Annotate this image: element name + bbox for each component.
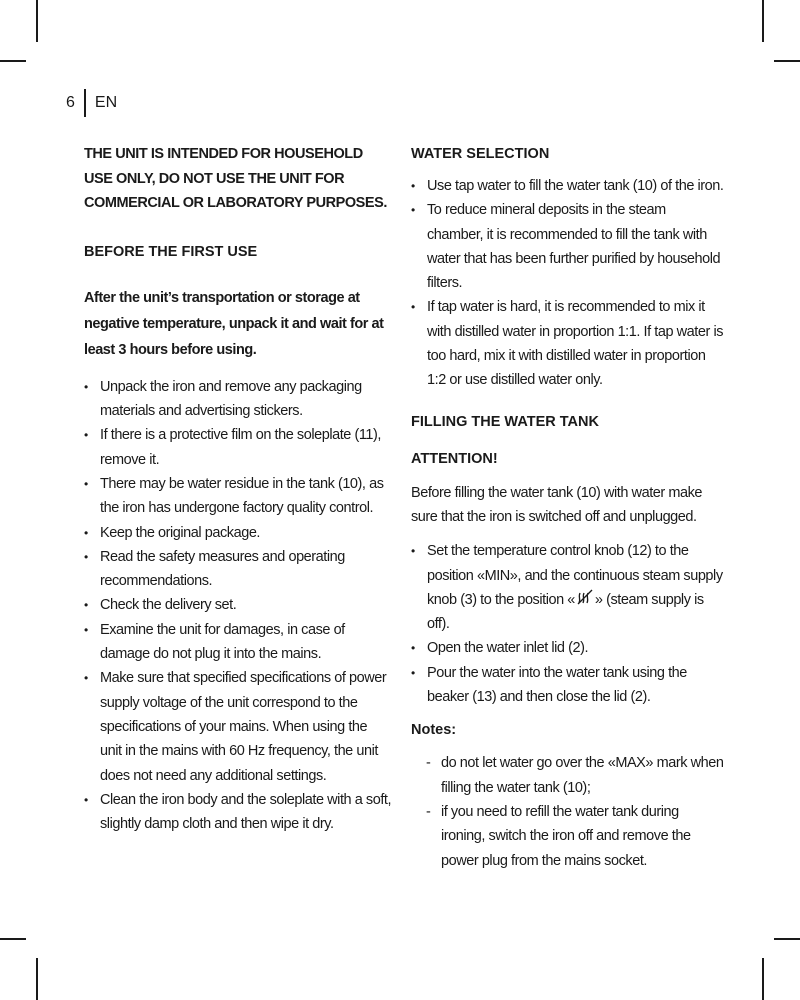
list-item: • Unpack the iron and remove any packaging materials and advertising stickers. bbox=[84, 375, 392, 424]
crop-mark bbox=[774, 938, 800, 940]
transport-warning: After the unit’s transportation or storage at negative temperature, unpack it and wait for at least 3 hours before using. bbox=[84, 289, 384, 358]
crop-mark bbox=[762, 958, 764, 1000]
notes-list bbox=[411, 751, 725, 872]
before-first-use-list bbox=[84, 375, 392, 837]
right-column bbox=[411, 142, 725, 873]
filling-tank-title: FILLING THE WATER TANK bbox=[411, 413, 599, 430]
water-selection-list bbox=[411, 174, 725, 393]
before-first-use-title: BEFORE THE FIRST USE bbox=[84, 243, 258, 260]
crop-mark bbox=[0, 938, 26, 940]
steam-off-icon bbox=[575, 588, 595, 606]
list-item: • Pour the water into the water tank using the beaker (13) and then close the lid (2). bbox=[411, 661, 725, 710]
filling-intro: Before filling the water tank (10) with water make sure that the iron is switched off and unplugged. bbox=[411, 484, 702, 525]
list-item: • There may be water residue in the tank (10), as the iron has undergone factory quality control. bbox=[84, 472, 392, 521]
list-item: - do not let water go over the «MAX» mark when filling the water tank (10); bbox=[411, 751, 725, 800]
list-item: • Clean the iron body and the soleplate with a soft, slightly damp cloth and then wipe it dry. bbox=[84, 788, 392, 837]
left-column bbox=[84, 142, 392, 836]
list-item: • If tap water is hard, it is recommended to mix it with distilled water in proportion 1:1. If tap water is too hard, mix it with distilled water in proportion 1:2 or use distilled water only. bbox=[411, 295, 725, 392]
list-item: • To reduce mineral deposits in the steam chamber, it is recommended to fill the tank with water that has been further purified by household filters. bbox=[411, 198, 725, 295]
list-item bbox=[411, 539, 725, 636]
list-item: • Make sure that specified specifications of power supply voltage of the unit correspond to the specifications of your mains. When using the unit in the mains with 60 Hz frequency, the unit does not need any additional settings. bbox=[84, 666, 392, 787]
list-item: • If there is a protective film on the soleplate (11), remove it. bbox=[84, 423, 392, 472]
water-selection-title: WATER SELECTION bbox=[411, 146, 550, 162]
household-use-warning: THE UNIT IS INTENDED FOR HOUSEHOLD USE ONLY, DO NOT USE THE UNIT FOR COMMERCIAL OR LABORATORY PURPOSES. bbox=[84, 146, 387, 212]
crop-mark bbox=[774, 60, 800, 62]
notes-title: Notes: bbox=[411, 722, 457, 739]
page-header bbox=[66, 89, 117, 117]
crop-mark bbox=[762, 0, 764, 42]
language-code: EN bbox=[94, 94, 118, 111]
crop-mark bbox=[0, 60, 26, 62]
filling-steps-list bbox=[411, 539, 725, 709]
list-item: • Open the water inlet lid (2). bbox=[411, 636, 725, 660]
step-text: Set the temperature control knob (12) to the position «MIN», and the continuous steam supply knob (3) to the position « bbox=[427, 543, 723, 608]
attention-label: ATTENTION! bbox=[411, 450, 498, 467]
crop-mark bbox=[36, 0, 38, 42]
list-item: • Keep the original package. bbox=[84, 521, 392, 545]
list-item: • Examine the unit for damages, in case of damage do not plug it into the mains. bbox=[84, 618, 392, 667]
page-number: 6 bbox=[66, 94, 75, 111]
list-item: • Use tap water to fill the water tank (10) of the iron. bbox=[411, 174, 725, 198]
crop-mark bbox=[36, 958, 38, 1000]
list-item: • Check the delivery set. bbox=[84, 593, 392, 617]
list-item: • Read the safety measures and operating recommendations. bbox=[84, 545, 392, 594]
list-item: - if you need to refill the water tank during ironing, switch the iron off and remove the power plug from the mains socket. bbox=[411, 800, 725, 873]
step-text: » (steam supply is off). bbox=[427, 591, 704, 633]
